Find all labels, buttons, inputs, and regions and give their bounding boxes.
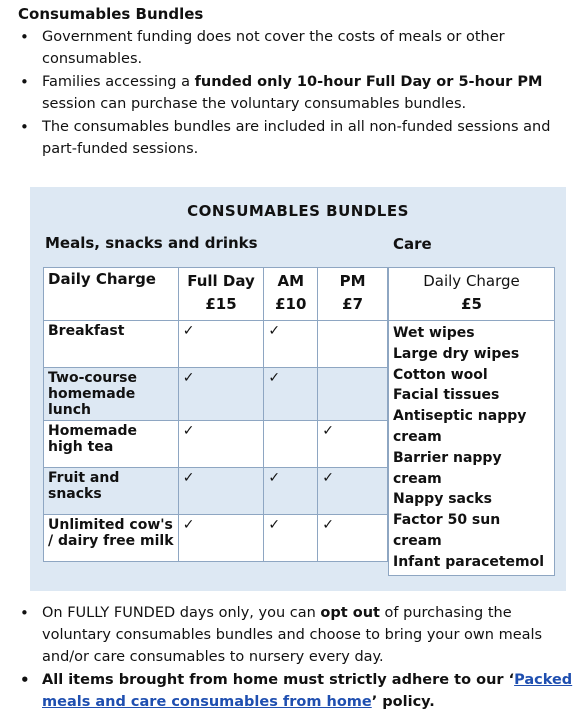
policy-bullet-list bbox=[18, 602, 576, 714]
item-name: Two-course homemade lunch bbox=[44, 368, 179, 421]
list-item: Nappy sacks bbox=[393, 491, 492, 508]
list-item: Barrier nappy cream bbox=[393, 449, 502, 487]
bullet-families bbox=[18, 71, 576, 115]
care-subtitle: Care bbox=[393, 235, 432, 253]
bullet-text-bold: opt out bbox=[320, 605, 380, 621]
tick-pm: ✓ bbox=[318, 515, 388, 562]
bullet-text: The consumables bundles are included in all non-funded sessions and part-funded sessions. bbox=[42, 119, 551, 157]
full-day-price: £15 bbox=[205, 295, 237, 313]
header-full-day bbox=[178, 268, 264, 321]
table-row bbox=[44, 368, 388, 421]
list-item: Cotton wool bbox=[393, 366, 488, 383]
table-row bbox=[44, 515, 388, 562]
care-items-cell bbox=[389, 321, 555, 576]
intro-bullet-list bbox=[18, 26, 576, 161]
list-item: Facial tissues bbox=[393, 387, 500, 404]
tick-am: ✓ bbox=[264, 468, 318, 515]
meals-header-row bbox=[44, 268, 388, 321]
tick-full-day: ✓ bbox=[178, 515, 264, 562]
bullet-text: Government funding does not cover the costs of meals or other consumables. bbox=[42, 29, 505, 67]
bullet-text-pre: On FULLY FUNDED days only, you can bbox=[42, 605, 321, 621]
tick-full-day: ✓ bbox=[178, 421, 264, 468]
care-header-row bbox=[389, 268, 555, 321]
pm-price: £7 bbox=[342, 295, 364, 313]
bullet-text-pre: Families accessing a bbox=[42, 74, 195, 90]
bullet-funding bbox=[18, 26, 576, 70]
header-daily-charge: Daily Charge bbox=[44, 268, 179, 321]
full-day-label: Full Day bbox=[187, 272, 255, 290]
tick-full-day: ✓ bbox=[178, 468, 264, 515]
item-name: Breakfast bbox=[44, 321, 179, 368]
tick-pm bbox=[318, 368, 388, 421]
list-item: Wet wipes bbox=[393, 325, 475, 341]
bundles-panel bbox=[30, 187, 566, 591]
meals-subtitle: Meals, snacks and drinks bbox=[45, 234, 258, 252]
tick-pm bbox=[318, 321, 388, 368]
care-header bbox=[389, 268, 555, 321]
tick-am: ✓ bbox=[264, 515, 318, 562]
list-item: Infant paracetemol bbox=[393, 553, 545, 570]
tick-am: ✓ bbox=[264, 368, 318, 421]
pm-label: PM bbox=[339, 272, 366, 290]
care-items-row bbox=[389, 321, 555, 576]
bullet-text-pre: All items brought from home must strictly adhere to our ‘ bbox=[42, 672, 515, 688]
list-item: Factor 50 sun cream bbox=[393, 512, 501, 549]
bullet-text-post: session can purchase the voluntary consumables bundles. bbox=[42, 96, 467, 112]
tick-full-day: ✓ bbox=[178, 368, 264, 421]
bullet-text-bold: funded only 10-hour Full Day or 5-hour PM bbox=[194, 74, 543, 90]
care-table bbox=[388, 267, 555, 576]
policy-link[interactable]: Packed meals and care consumables from home bbox=[42, 672, 573, 710]
list-item: Antiseptic nappy cream bbox=[393, 408, 527, 445]
bullet-included bbox=[18, 116, 576, 160]
header-pm bbox=[318, 268, 388, 321]
tick-pm: ✓ bbox=[318, 468, 388, 515]
table-row bbox=[44, 421, 388, 468]
bullet-text-post: ’ policy. bbox=[371, 694, 435, 710]
item-name: Fruit and snacks bbox=[44, 468, 179, 515]
bullet-text-post: of purchasing the voluntary consumables bundles and choose to bring your own meals and/or care consumables to nursery every day. bbox=[42, 605, 543, 665]
tick-am bbox=[264, 421, 318, 468]
item-name: Unlimited cow's / dairy free milk bbox=[44, 515, 179, 562]
panel-title: CONSUMABLES BUNDLES bbox=[187, 202, 409, 220]
tick-full-day: ✓ bbox=[178, 321, 264, 368]
am-label: AM bbox=[277, 272, 305, 290]
list-item: Large dry wipes bbox=[393, 345, 520, 362]
meals-table bbox=[43, 267, 388, 562]
item-name: Homemade high tea bbox=[44, 421, 179, 468]
header-am bbox=[264, 268, 318, 321]
table-row bbox=[44, 468, 388, 515]
tick-am: ✓ bbox=[264, 321, 318, 368]
bullet-opt-out bbox=[18, 602, 576, 668]
am-price: £10 bbox=[275, 295, 307, 313]
table-row bbox=[44, 321, 388, 368]
care-price: £5 bbox=[461, 295, 482, 313]
bullet-policy bbox=[18, 669, 576, 713]
care-daily-charge: Daily Charge bbox=[423, 272, 520, 290]
tick-pm: ✓ bbox=[318, 421, 388, 468]
section-heading: Consumables Bundles bbox=[18, 5, 204, 23]
